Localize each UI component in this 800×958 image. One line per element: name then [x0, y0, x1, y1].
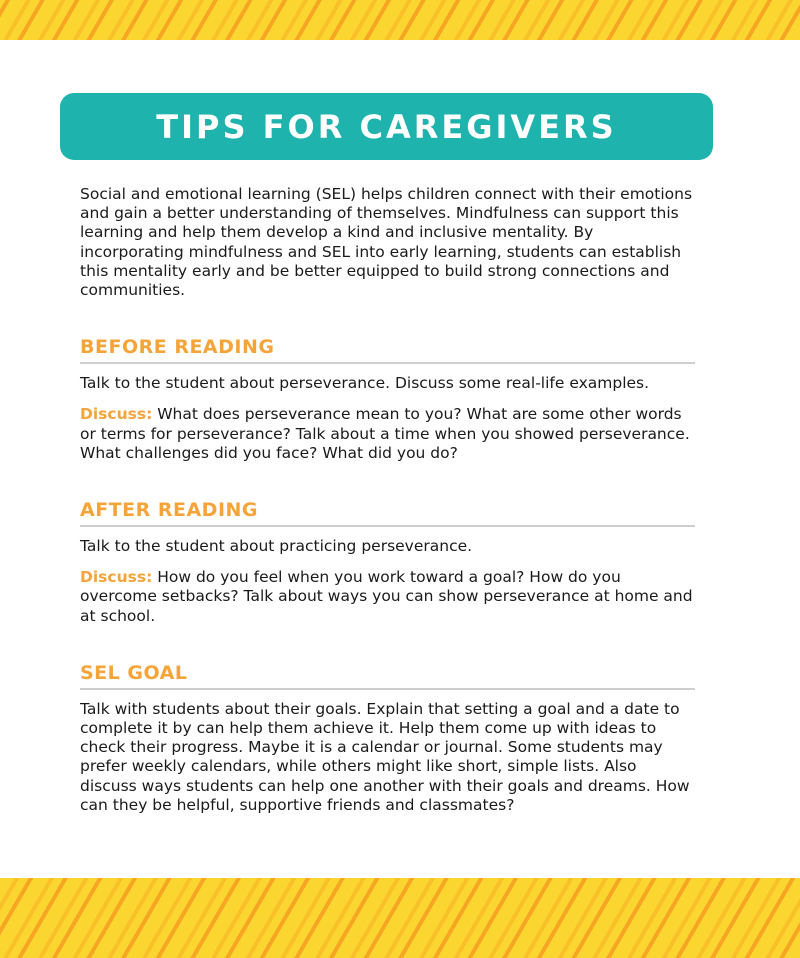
sel-goal-section	[80, 662, 695, 815]
discuss-text: How do you feel when you work toward a goal? How do you overcome setbacks? Talk about ways you can show perseverance at home and at school.	[80, 568, 693, 625]
after-reading-discuss	[80, 568, 695, 626]
after-reading-heading: AFTER READING	[80, 499, 695, 527]
discuss-label: Discuss:	[80, 405, 153, 424]
after-reading-text: Talk to the student about practicing perseverance.	[80, 537, 473, 556]
top-stripe-border	[0, 0, 800, 40]
title-banner	[60, 93, 713, 160]
page-title: TIPS FOR CAREGIVERS	[156, 107, 617, 146]
after-reading-section	[80, 499, 695, 626]
bottom-stripe-border	[0, 878, 800, 958]
before-reading-section	[80, 336, 695, 463]
discuss-label: Discuss:	[80, 568, 153, 587]
intro-paragraph: Social and emotional learning (SEL) helps children connect with their emotions and gain a better understanding of themselves. Mindfulness can support this learning and help them develop a kind and inclusive mentality. By incorporating mindfulness and SEL into early learning, students can establish this mentality early and be better equipped to build strong connections and communities.	[80, 185, 693, 300]
content-area	[80, 185, 695, 815]
before-reading-discuss	[80, 405, 695, 463]
before-reading-heading: BEFORE READING	[80, 336, 695, 364]
before-reading-text: Talk to the student about perseverance. Discuss some real-life examples.	[80, 374, 650, 393]
sel-goal-heading: SEL GOAL	[80, 662, 695, 690]
discuss-text: What does perseverance mean to you? What are some other words or terms for perseverance? Talk about a time when you showed perseverance. What challenges did you face? What did you do?	[80, 405, 690, 462]
sel-goal-text: Talk with students about their goals. Explain that setting a goal and a date to complete it by can help them achieve it. Help them come up with ideas to check their progress. Maybe it is a calendar or journal. Some students may prefer weekly calendars, while others might like short, simple lists. Also discuss ways students can help one another with their goals and dreams. How can they be helpful, supportive friends and classmates?	[80, 699, 690, 814]
